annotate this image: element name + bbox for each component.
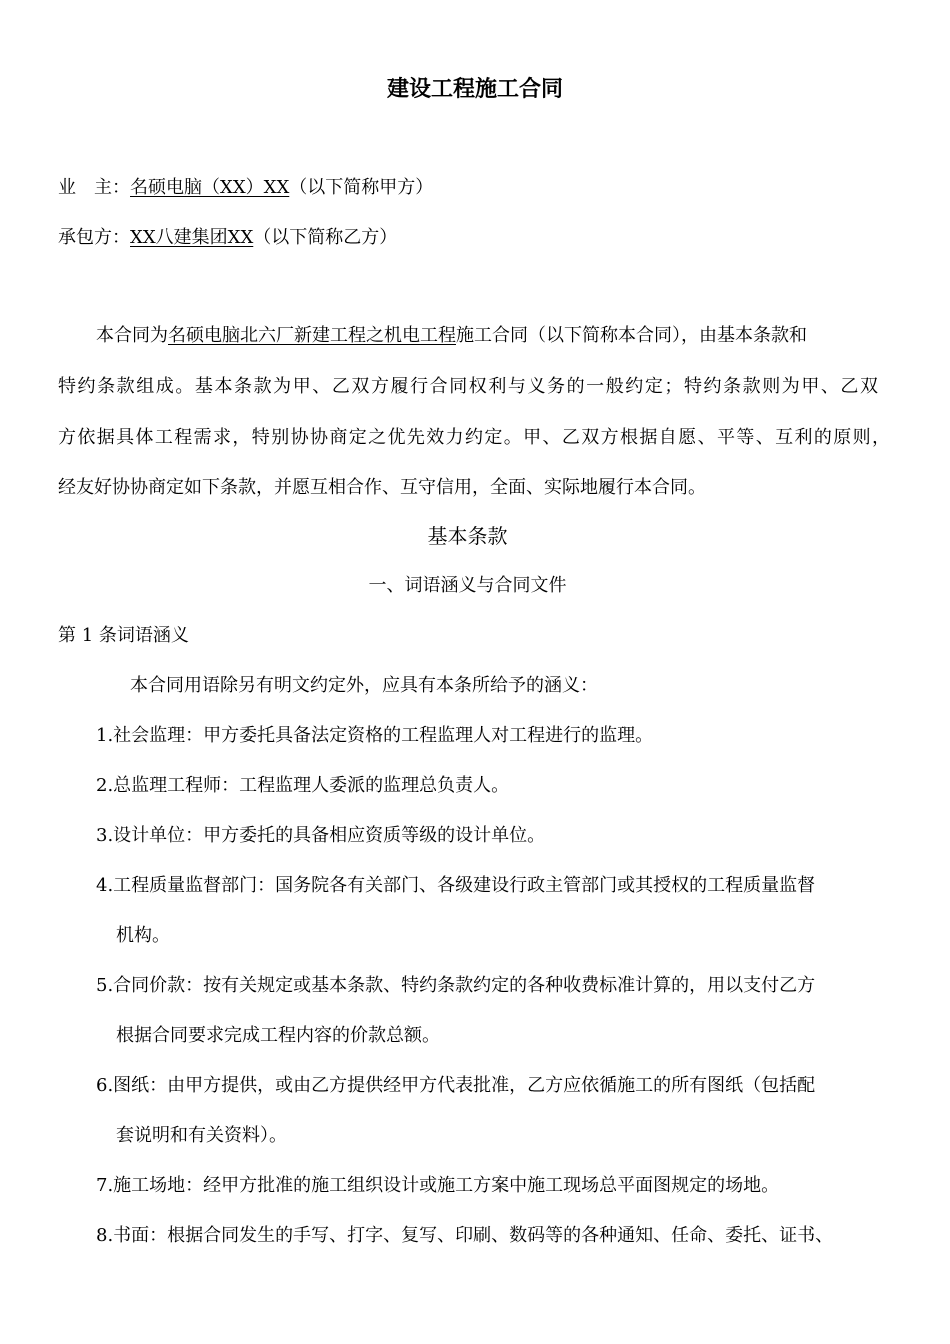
intro-line-4: 经友好协协商定如下条款，并愿互相合作、互守信用，全面、实际地履行本合同。 (58, 477, 706, 498)
intro-line-1 (96, 324, 807, 348)
definition-5-line-2: 根据合同要求完成工程内容的价款总额。 (116, 1025, 440, 1046)
section-heading: 基本条款 (427, 524, 508, 548)
definition-7: 7.施工场地：经甲方批准的施工组织设计或施工方案中施工现场总平面图规定的场地。 (96, 1175, 780, 1196)
intro-pre: 本合同为 (96, 325, 168, 346)
definition-5-line-1: 5.合同价款：按有关规定或基本条款、特约条款约定的各种收费标准计算的，用以支付乙方 (96, 975, 816, 996)
owner-label: 业 主： (58, 177, 130, 198)
intro-line-2: 特约条款组成。基本条款为甲、乙双方履行合同权利与义务的一般约定；特约条款则为甲、乙双 (58, 376, 878, 397)
contractor-label: 承包方： (58, 227, 130, 248)
intro-project-name: 名硕电脑北六厂新建工程之机电工程 (168, 325, 456, 346)
intro-post: 施工合同（以下简称本合同），由基本条款和 (456, 325, 807, 346)
owner-note: （以下简称甲方） (289, 177, 434, 198)
definition-1: 1.社会监理：甲方委托具备法定资格的工程监理人对工程进行的监理。 (96, 725, 654, 746)
contractor-line (58, 226, 397, 250)
definition-8-line-1: 8.书面：根据合同发生的手写、打字、复写、印刷、数码等的各种通知、任命、委托、证书、 (96, 1225, 834, 1246)
definition-6-line-1: 6.图纸：由甲方提供，或由乙方提供经甲方代表批准，乙方应依循施工的所有图纸（包括配 (96, 1075, 816, 1096)
article-heading: 第 1 条词语涵义 (58, 625, 189, 646)
owner-name: 名硕电脑（XX）XX (130, 177, 290, 198)
chapter-heading: 一、词语涵义与合同文件 (368, 575, 567, 596)
definition-6-line-2: 套说明和有关资料）。 (116, 1125, 287, 1146)
contractor-note: （以下简称乙方） (253, 227, 398, 248)
owner-line (58, 176, 433, 200)
definition-2: 2.总监理工程师：工程监理人委派的监理总负责人。 (96, 775, 510, 796)
definition-3: 3.设计单位：甲方委托的具备相应资质等级的设计单位。 (96, 825, 546, 846)
intro-line-3: 方依据具体工程需求，特别协协商定之优先效力约定。甲、乙双方根据自愿、平等、互利的原则， (58, 427, 890, 448)
article-intro: 本合同用语除另有明文约定外，应具有本条所给予的涵义： (130, 675, 598, 696)
definition-4-line-1: 4.工程质量监督部门：国务院各有关部门、各级建设行政主管部门或其授权的工程质量监督 (96, 875, 816, 896)
contractor-name: XX八建集团XX (130, 227, 254, 248)
document-title: 建设工程施工合同 (386, 76, 563, 102)
definition-4-line-2: 机构。 (116, 925, 170, 946)
